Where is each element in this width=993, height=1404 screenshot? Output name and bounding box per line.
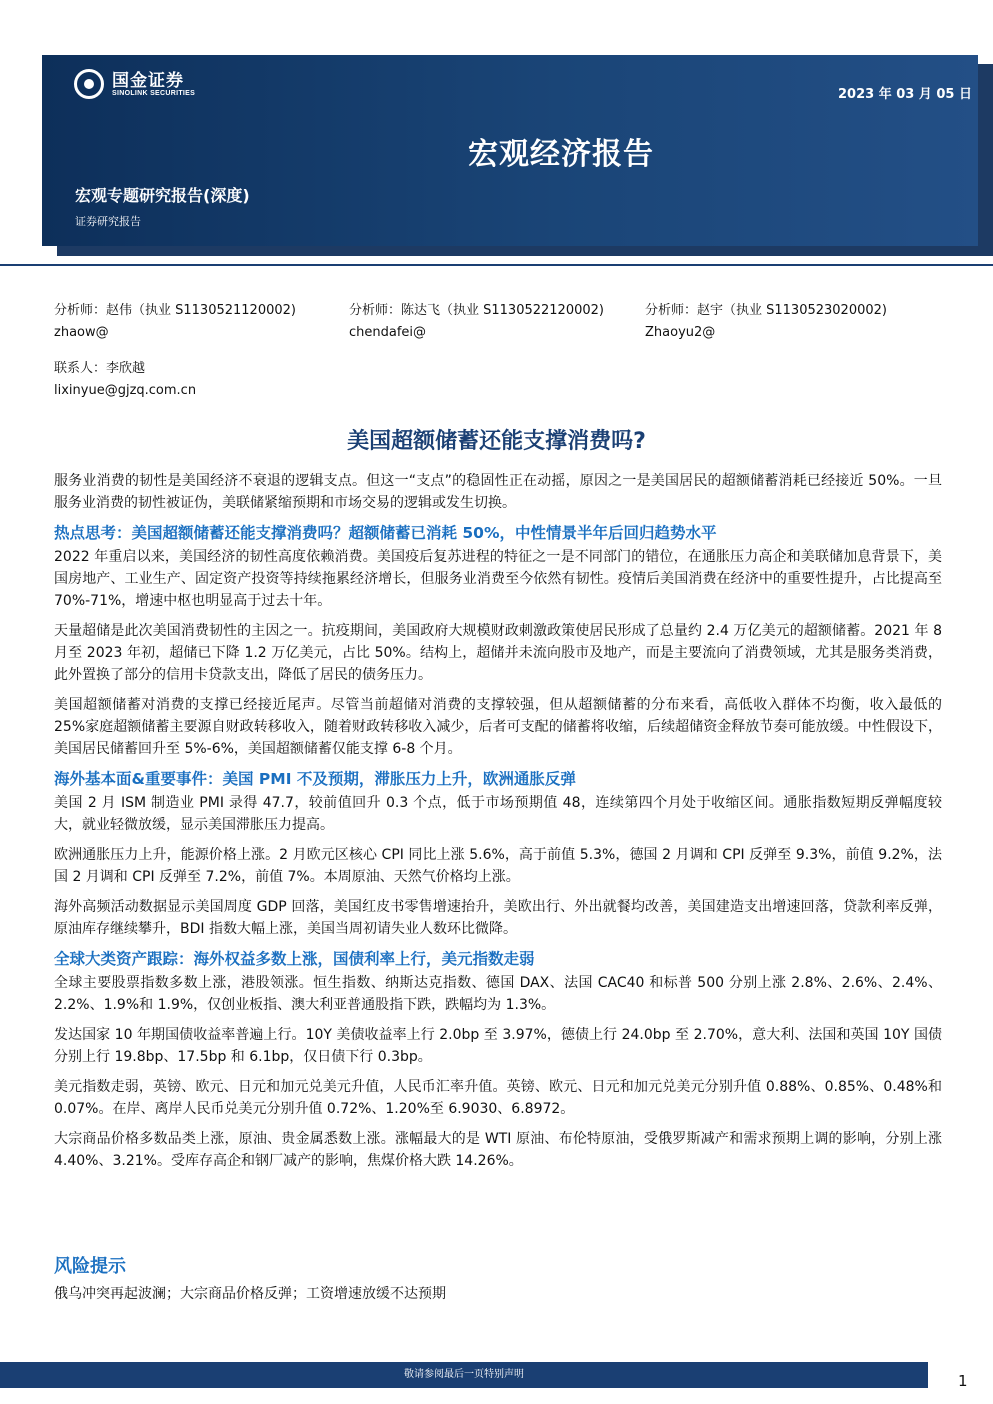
report-type: 宏观经济报告 — [468, 137, 654, 172]
report-category: 证券研究报告 — [75, 215, 141, 228]
contact-label: 联系人：李欣越 — [54, 361, 146, 376]
body-paragraph: 发达国家 10 年期国债收益率普遍上行。10Y 美债收益率上行 2.0bp 至 3.97%，德债上行 24.0bp 至 2.70%，意大利、法国和英国 10Y 国债分别上行 19.8bp、17.5bp 和 6.1bp，仅日债下行 0.3bp。 — [54, 1027, 942, 1065]
contact-person — [54, 358, 196, 402]
section-heading-hot-topic: 热点思考：美国超额储蓄还能支撑消费吗？超额储蓄已消耗 50%，中性情景半年后回归趋势水平 — [54, 524, 717, 542]
report-header — [42, 55, 978, 246]
section-heading-fundamentals: 海外基本面&重要事件：美国 PMI 不及预期，滞胀压力上升，欧洲通胀反弹 — [54, 770, 576, 788]
analyst-zhaowei — [54, 300, 296, 344]
logo-name-cn: 国金证券 — [112, 70, 184, 91]
body-paragraph: 欧洲通胀压力上升，能源价格上涨。2 月欧元区核心 CPI 同比上涨 5.6%，高于前值 5.3%，德国 2 月调和 CPI 反弹至 9.3%，前值 9.2%，法国 2 月调和 CPI 反弹至 7.2%，前值 7%。本周原油、天然气价格均上涨。 — [54, 847, 942, 885]
analyst-chendafei — [349, 300, 604, 344]
body-paragraph: 美元指数走弱，英镑、欧元、日元和加元兑美元升值，人民币汇率升值。英镑、欧元、日元和加元兑美元分别升值 0.88%、0.85%、0.48%和 0.07%。在岸、离岸人民币兑美元分别升值 0.72%、1.20%至 6.9030、6.8972。 — [54, 1079, 942, 1117]
section-heading-assets: 全球大类资产跟踪：海外权益多数上涨，国债利率上行，美元指数走弱 — [54, 950, 535, 968]
company-logo — [74, 69, 195, 99]
body-paragraph: 海外高频活动数据显示美国周度 GDP 回落，美国红皮书零售增速抬升，美欧出行、外出就餐均改善，美国建造支出增速回落，贷款利率反弹，原油库存继续攀升，BDI 指数大幅上涨，美国当周初请失业人数环比微降。 — [54, 899, 942, 937]
analyst-email[interactable]: chendafei@ — [349, 325, 427, 340]
analyst-name: 分析师：陈达飞（执业 S1130522120002) — [349, 303, 604, 318]
analyst-email[interactable]: Zhaoyu2@ — [645, 325, 716, 340]
report-body — [54, 470, 942, 1180]
logo-name-en: SINOLINK SECURITIES — [112, 89, 196, 97]
document-title: 美国超额储蓄还能支撑消费吗? — [347, 429, 646, 454]
logo-icon — [74, 69, 104, 99]
page-number: 1 — [958, 1372, 968, 1390]
report-date: 2023 年 03 月 05 日 — [838, 87, 972, 102]
header-rule — [0, 264, 993, 266]
contact-email[interactable]: lixinyue@gjzq.com.cn — [54, 383, 197, 398]
report-subtype: 宏观专题研究报告(深度) — [75, 186, 250, 205]
body-paragraph: 美国 2 月 ISM 制造业 PMI 录得 47.7，较前值回升 0.3 个点，低于市场预期值 48，连续第四个月处于收缩区间。通胀指数短期反弹幅度较大，就业轻微放缓，显示美国滞胀压力提高。 — [54, 795, 942, 833]
footer-notice: 敬请参阅最后一页特别声明 — [0, 1362, 928, 1388]
body-paragraph: 全球主要股票指数多数上涨，港股领涨。恒生指数、纳斯达克指数、德国 DAX、法国 CAC40 和标普 500 分别上涨 2.8%、2.6%、2.4%、2.2%、1.9%和 1.9%，仅创业板指、澳大利亚普通股指下跌，跌幅均为 1.3%。 — [54, 975, 942, 1013]
intro-paragraph: 服务业消费的韧性是美国经济不衰退的逻辑支点。但这一“支点”的稳固性正在动摇，原因之一是美国居民的超额储蓄消耗已经接近 50%。一旦服务业消费的韧性被证伪，美联储紧缩预期和市场交易的逻辑或发生切换。 — [54, 473, 942, 511]
body-paragraph: 2022 年重启以来，美国经济的韧性高度依赖消费。美国疫后复苏进程的特征之一是不同部门的错位，在通胀压力高企和美联储加息背景下，美国房地产、工业生产、固定资产投资等持续拖累经济增长，但服务业消费至今依然有韧性。疫情后美国消费在经济中的重要性提升，占比提高至 70%-71%，增速中枢也明显高于过去十年。 — [54, 549, 942, 609]
risk-text: 俄乌冲突再起波澜；大宗商品价格反弹；工资增速放缓不达预期 — [54, 1286, 446, 1302]
analyst-name: 分析师：赵伟（执业 S1130521120002) — [54, 303, 296, 318]
body-paragraph: 天量超储是此次美国消费韧性的主因之一。抗疫期间，美国政府大规模财政刺激政策使居民形成了总量约 2.4 万亿美元的超额储蓄。2021 年 8 月至 2023 年初，超储已下降 1.2 万亿美元，占比 50%。结构上，超储并未流向股市及地产，而是主要流向了消费领域，尤其是服务类消费，此外置换了部分的信用卡贷款支出，降低了居民的债务压力。 — [54, 623, 942, 683]
analyst-email[interactable]: zhaow@ — [54, 325, 109, 340]
body-paragraph: 大宗商品价格多数品类上涨，原油、贵金属悉数上涨。涨幅最大的是 WTI 原油、布伦特原油，受俄罗斯减产和需求预期上调的影响，分别上涨 4.40%、3.21%。受库存高企和钢厂减产的影响，焦煤价格大跌 14.26%。 — [54, 1131, 942, 1169]
body-paragraph: 美国超额储蓄对消费的支撑已经接近尾声。尽管当前超储对消费的支撑较强，但从超额储蓄的分布来看，高低收入群体不均衡，收入最低的 25%家庭超额储蓄主要源自财政转移收入，随着财政转移收入减少，后者可支配的储蓄将收缩，后续超储资金释放节奏可能放缓。中性假设下，美国居民储蓄回升至 5%-6%，美国超额储蓄仅能支撑 6-8 个月。 — [54, 697, 942, 757]
analyst-name: 分析师：赵宇（执业 S1130523020002) — [645, 303, 887, 318]
analyst-zhaoyu — [645, 300, 887, 344]
risk-heading: 风险提示 — [54, 1256, 126, 1277]
